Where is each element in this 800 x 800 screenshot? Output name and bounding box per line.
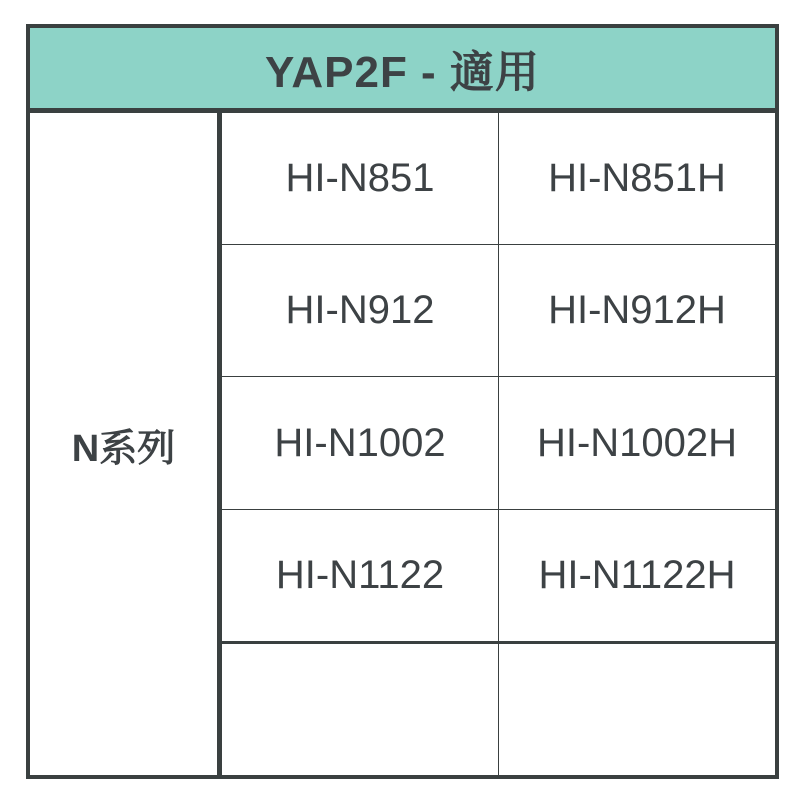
series-label: N系列 — [71, 427, 176, 470]
model-cell: HI-N1122H — [499, 510, 775, 641]
table-row-empty — [222, 644, 775, 775]
model-cell: HI-N851H — [499, 113, 775, 244]
model-cell: HI-N1002H — [499, 377, 775, 508]
table-title: YAP2F - 適用 — [265, 48, 540, 97]
table-row — [222, 245, 775, 377]
compatibility-table — [26, 24, 779, 779]
model-cell: HI-N1002 — [222, 377, 499, 508]
model-cell — [499, 644, 775, 775]
model-cell: HI-N1122 — [222, 510, 499, 641]
model-cell: HI-N851 — [222, 113, 499, 244]
table-header — [30, 28, 775, 113]
model-rows — [222, 113, 775, 775]
series-group-cell — [30, 113, 222, 775]
model-cell — [222, 644, 499, 775]
table-row — [222, 377, 775, 509]
model-cell: HI-N912 — [222, 245, 499, 376]
model-cell: HI-N912H — [499, 245, 775, 376]
table-row — [222, 113, 775, 245]
table-body — [30, 113, 775, 775]
table-row — [222, 510, 775, 644]
